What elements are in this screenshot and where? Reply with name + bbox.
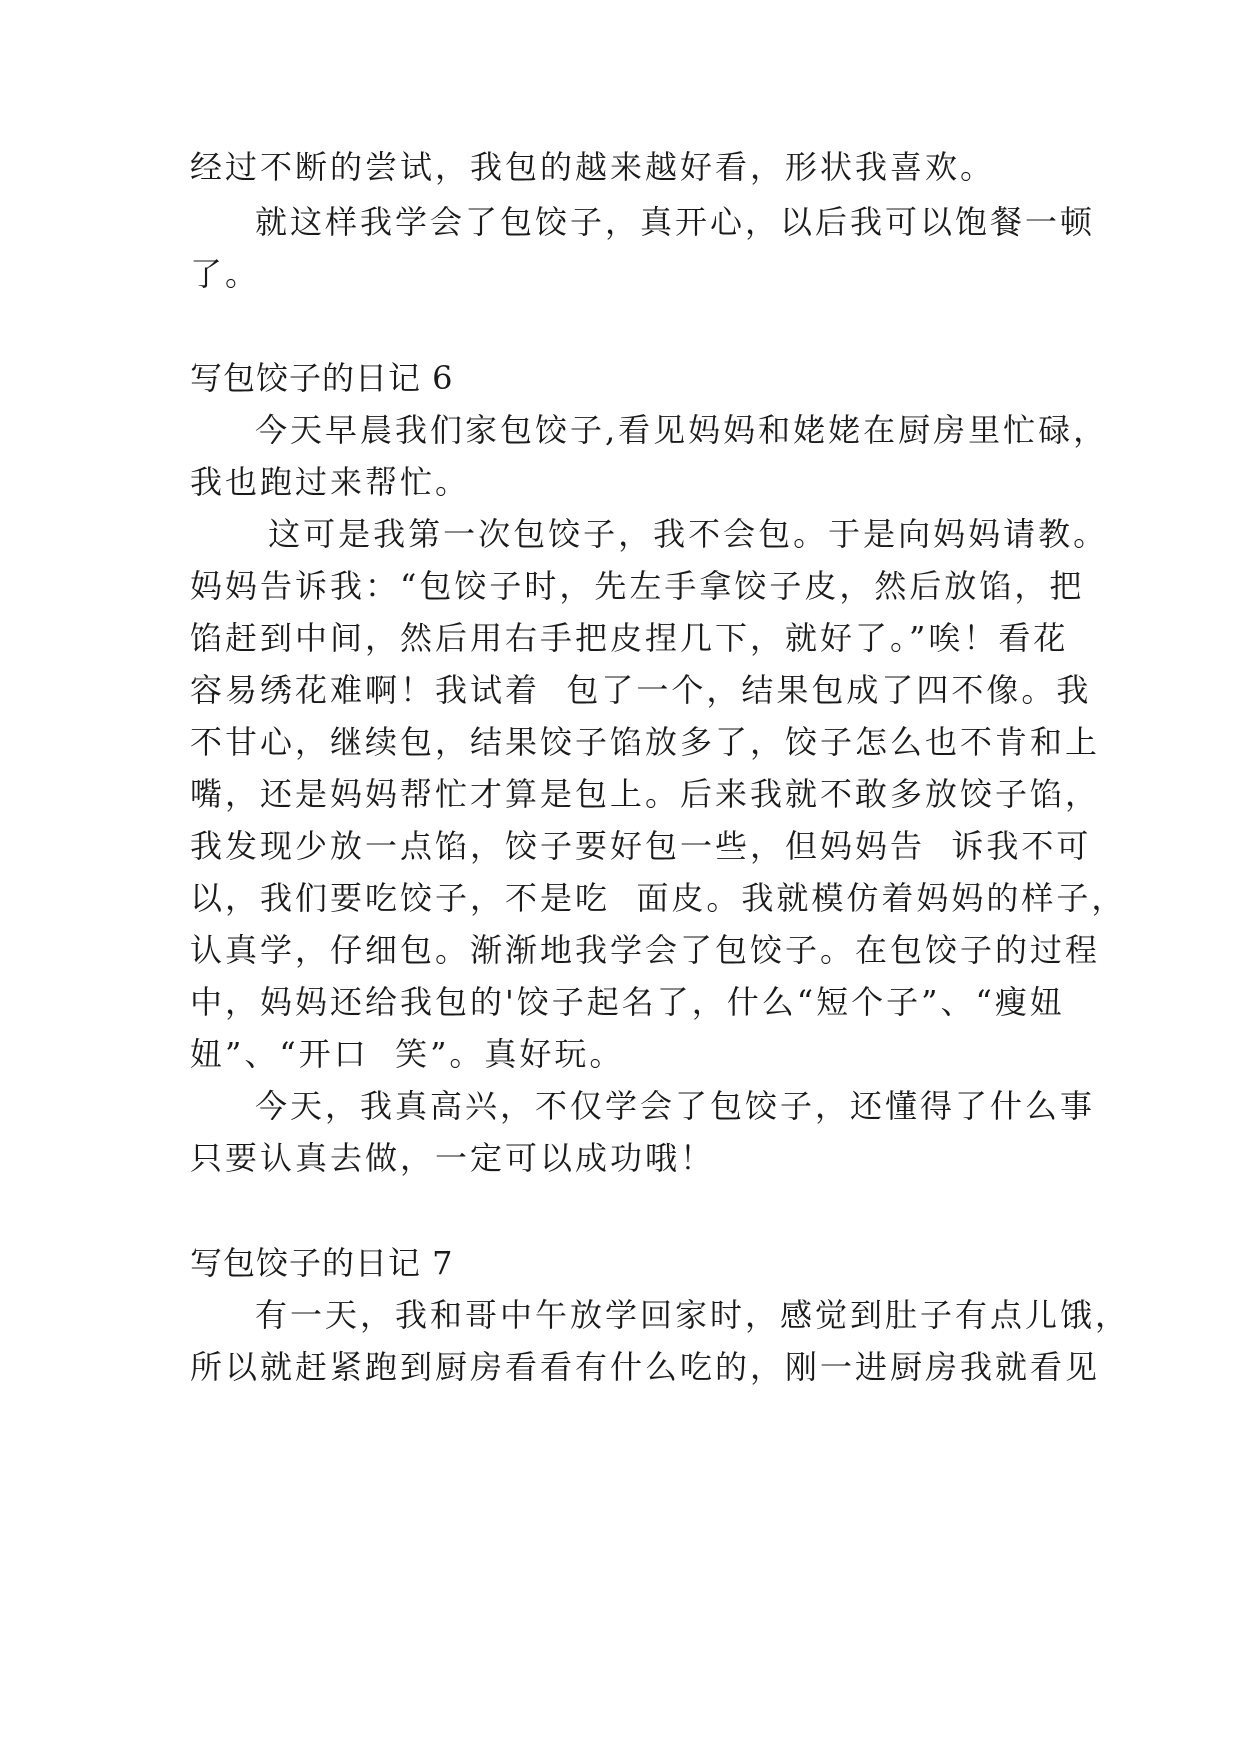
text-line: 就这样我学会了包饺子，真开心，以后我可以饱餐一顿 [255,203,1096,241]
text-line: 馅赶到中间，然后用右手把皮捏几下，就好了。”唉！看花 [190,619,1069,657]
text-line: 嘴，还是妈妈帮忙才算是包上。后来我就不敢多放饺子馅， [190,775,1101,813]
text-line: 经过不断的尝试，我包的越来越好看，形状我喜欢。 [190,148,996,186]
text-line: 中，妈妈还给我包的'饺子起名了，什么“短个子”、“瘦妞 [190,983,1065,1021]
text-line: 容易绣花难啊！我试着 包了一个，结果包成了四不像。我 [190,671,1092,709]
text-line: 我发现少放一点馅，饺子要好包一些，但妈妈告 诉我不可 [190,827,1092,865]
section-heading: 写包饺子的日记 6 [190,359,454,397]
text-line: 有一天，我和哥中午放学回家时，感觉到肚子有点儿饿， [255,1296,1131,1334]
text-line: 以，我们要吃饺子，不是吃 面皮。我就模仿着妈妈的样子， [190,879,1127,917]
text-line: 不甘心，继续包，结果饺子馅放多了，饺子怎么也不肯和上 [190,723,1101,761]
text-line: 今天，我真高兴，不仅学会了包饺子，还懂得了什么事 [255,1087,1096,1125]
text-line: 今天早晨我们家包饺子,看见妈妈和姥姥在厨房里忙碌， [255,411,1109,449]
text-line: 了。 [190,255,261,293]
text-line: 妞”、“开口 笑”。真好玩。 [190,1035,625,1073]
text-line: 所以就赶紧跑到厨房看看有什么吃的，刚一进厨房我就看见 [190,1348,1101,1386]
section-heading: 写包饺子的日记 7 [190,1244,454,1282]
text-line: 这可是我第一次包饺子，我不会包。于是向妈妈请教。 [255,515,1109,553]
text-line: 认真学，仔细包。渐渐地我学会了包饺子。在包饺子的过程 [190,931,1101,969]
text-line: 妈妈告诉我：“包饺子时，先左手拿饺子皮，然后放馅，把 [190,567,1085,605]
text-line: 我也跑过来帮忙。 [190,463,471,501]
text-line: 只要认真去做，一定可以成功哦！ [190,1139,716,1177]
